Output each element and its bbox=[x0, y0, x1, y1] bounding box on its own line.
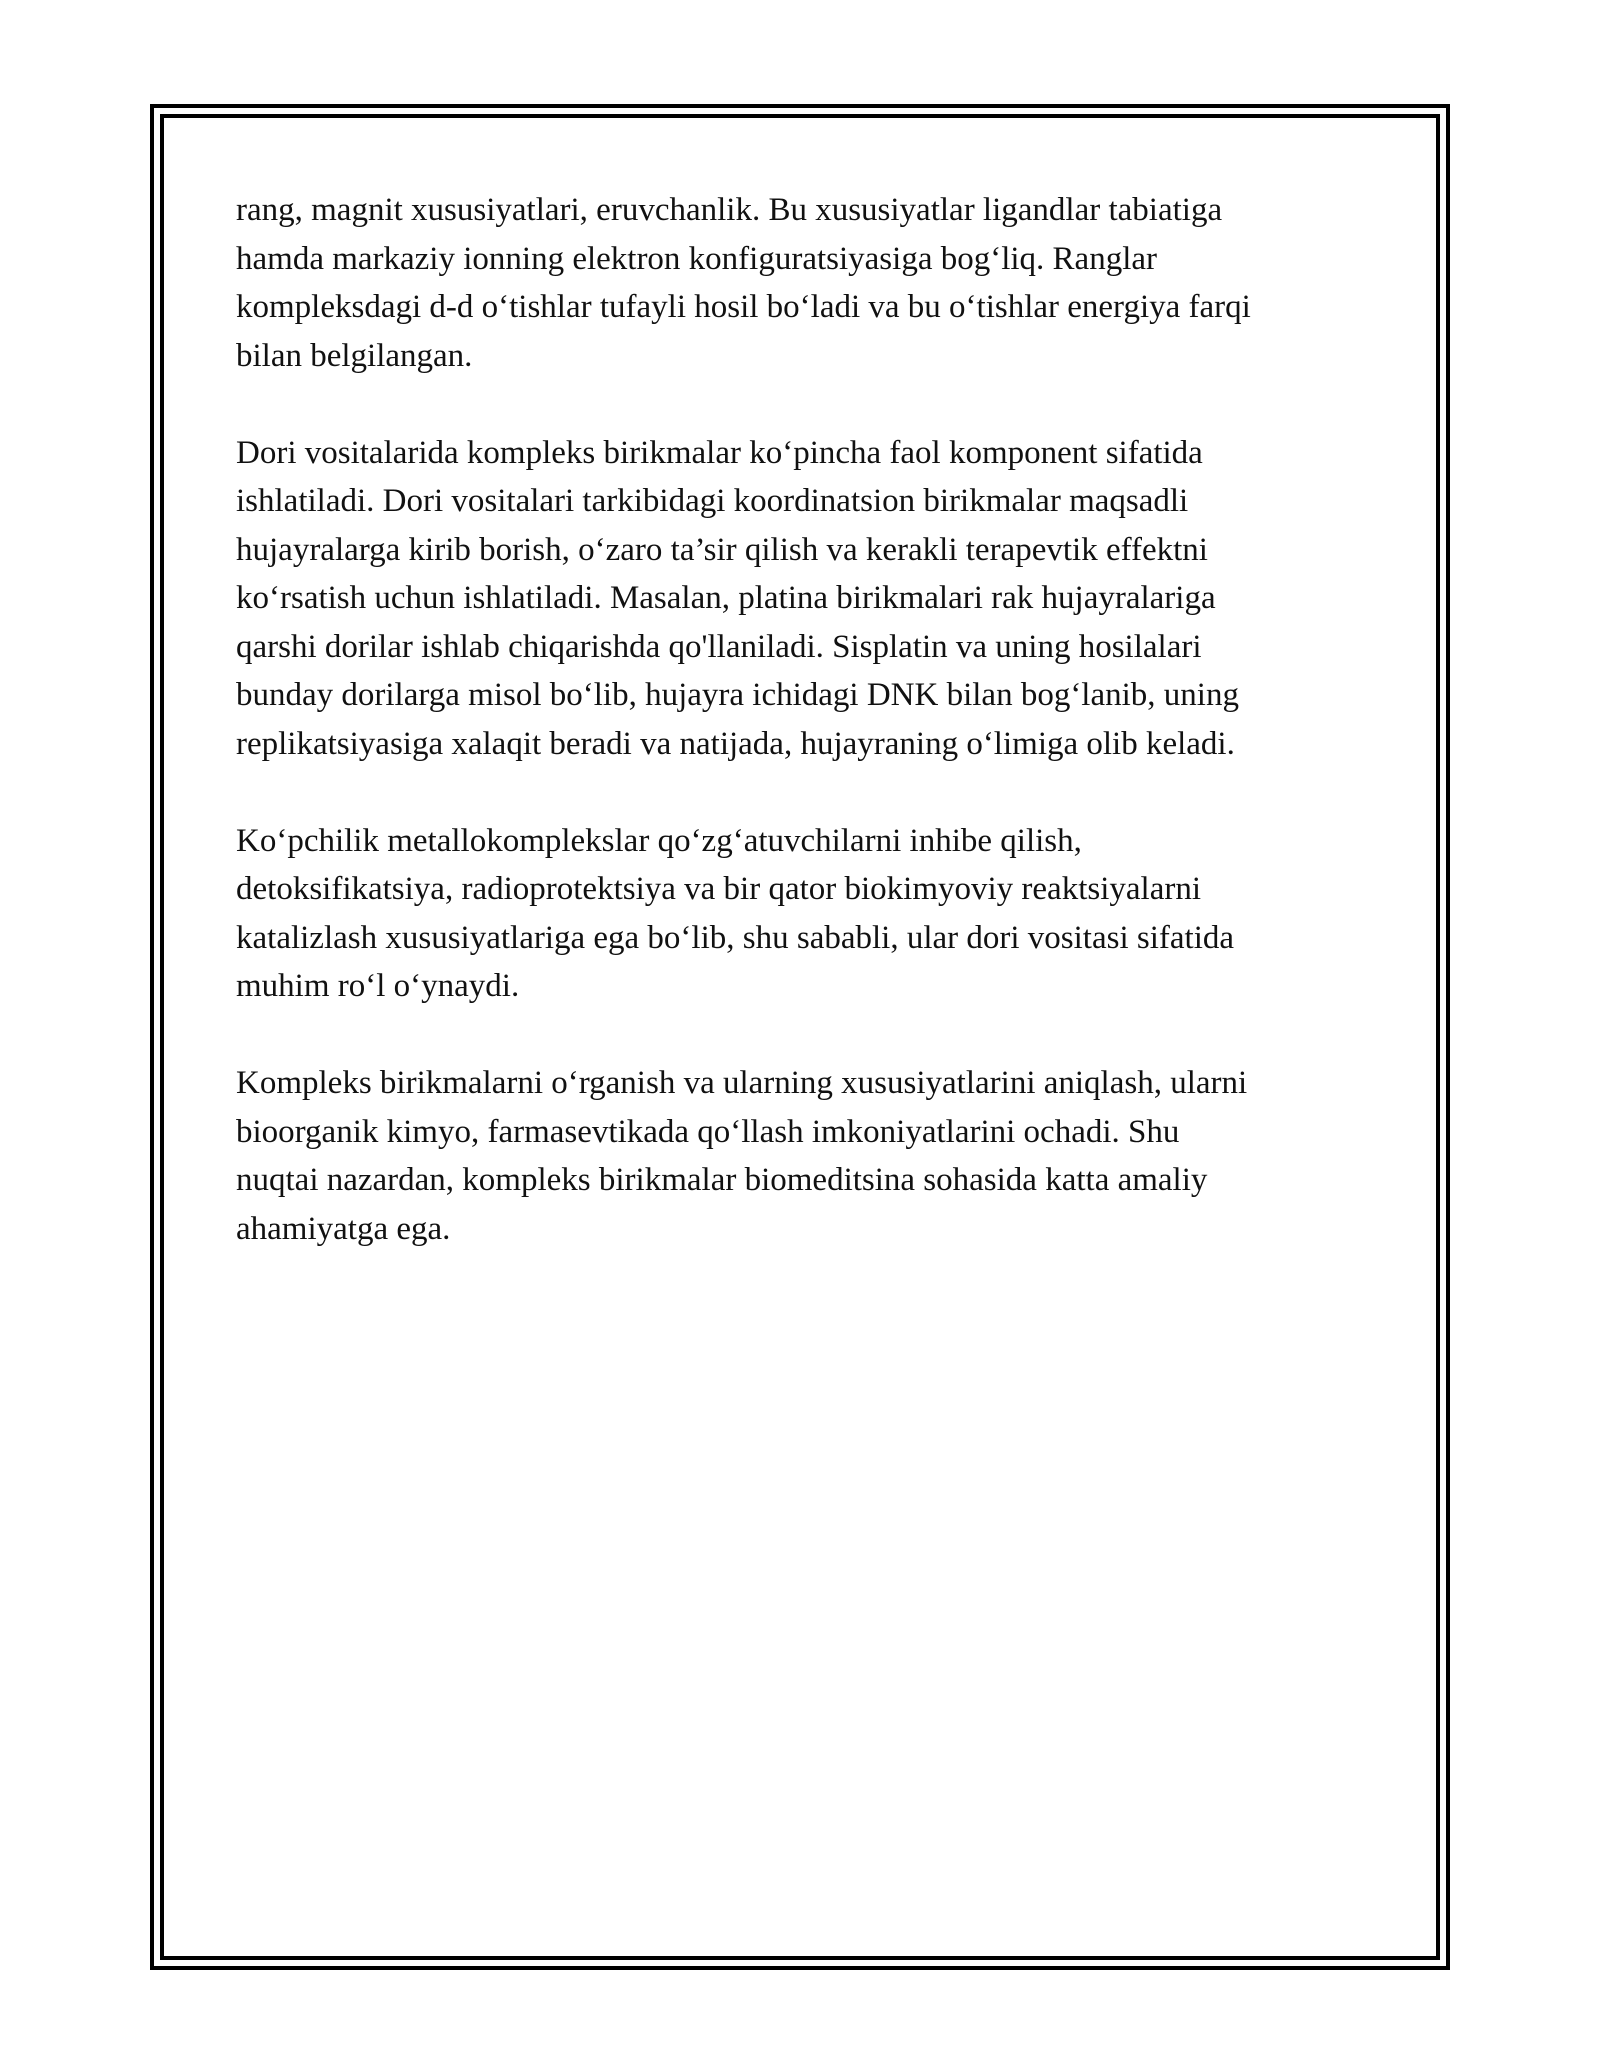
text-line: ko‘rsatish uchun ishlatiladi. Masalan, platina birikmalari rak hujayralariga bbox=[236, 580, 1216, 616]
text-line: qarshi dorilar ishlab chiqarishda qo'llaniladi. Sisplatin va uning hosilalari bbox=[236, 628, 1202, 665]
paragraph-3 bbox=[236, 817, 1376, 1011]
text-line: bioorganik kimyo, farmasevtikada qo‘llash imkoniyatlarini ochadi. Shu bbox=[236, 1113, 1180, 1150]
text-line: hujayralarga kirib borish, o‘zaro ta’sir qilish va kerakli terapevtik effektni bbox=[236, 531, 1208, 568]
text-line: nuqtai nazardan, kompleks birikmalar biomeditsina sohasida katta amaliy bbox=[236, 1162, 1208, 1198]
text-line: detoksifikatsiya, radioprotektsiya va bir qator biokimyoviy reaktsiyalarni bbox=[236, 871, 1202, 907]
text-line: ahamiyatga ega. bbox=[236, 1210, 451, 1247]
text-line: muhim ro‘l o‘ynaydi. bbox=[236, 968, 520, 1004]
text-line: Kompleks birikmalarni o‘rganish va ularning xususiyatlarini aniqlash, ularni bbox=[236, 1065, 1248, 1101]
paragraph-1 bbox=[236, 186, 1376, 380]
text-line: replikatsiyasiga xalaqit beradi va natijada, hujayraning o‘limiga olib keladi. bbox=[236, 725, 1235, 762]
text-line: bunday dorilarga misol bo‘lib, hujayra ichidagi DNK bilan bog‘lanib, uning bbox=[236, 677, 1239, 713]
text-line: Ko‘pchilik metallokomplekslar qo‘zg‘atuvchilarni inhibe qilish, bbox=[236, 822, 1082, 859]
text-line: Dori vositalarida kompleks birikmalar ko‘pincha faol komponent sifatida bbox=[236, 434, 1203, 471]
paragraph-4 bbox=[236, 1059, 1376, 1253]
text-line: rang, magnit xususiyatlari, eruvchanlik. Bu xususiyatlar ligandlar tabiatiga bbox=[236, 192, 1223, 228]
text-line: hamda markaziy ionning elektron konfiguratsiyasiga bog‘liq. Ranglar bbox=[236, 240, 1158, 277]
text-line: katalizlash xususiyatlariga ega bo‘lib, shu sababli, ular dori vositasi sifatida bbox=[236, 919, 1235, 956]
text-line: ishlatiladi. Dori vositalari tarkibidagi koordinatsion birikmalar maqsadli bbox=[236, 483, 1189, 519]
text-line: bilan belgilangan. bbox=[236, 337, 473, 374]
document-body bbox=[236, 186, 1376, 1302]
text-line: kompleksdagi d-d o‘tishlar tufayli hosil bo‘ladi va bu o‘tishlar energiya farqi bbox=[236, 289, 1251, 325]
paragraph-2 bbox=[236, 429, 1376, 769]
